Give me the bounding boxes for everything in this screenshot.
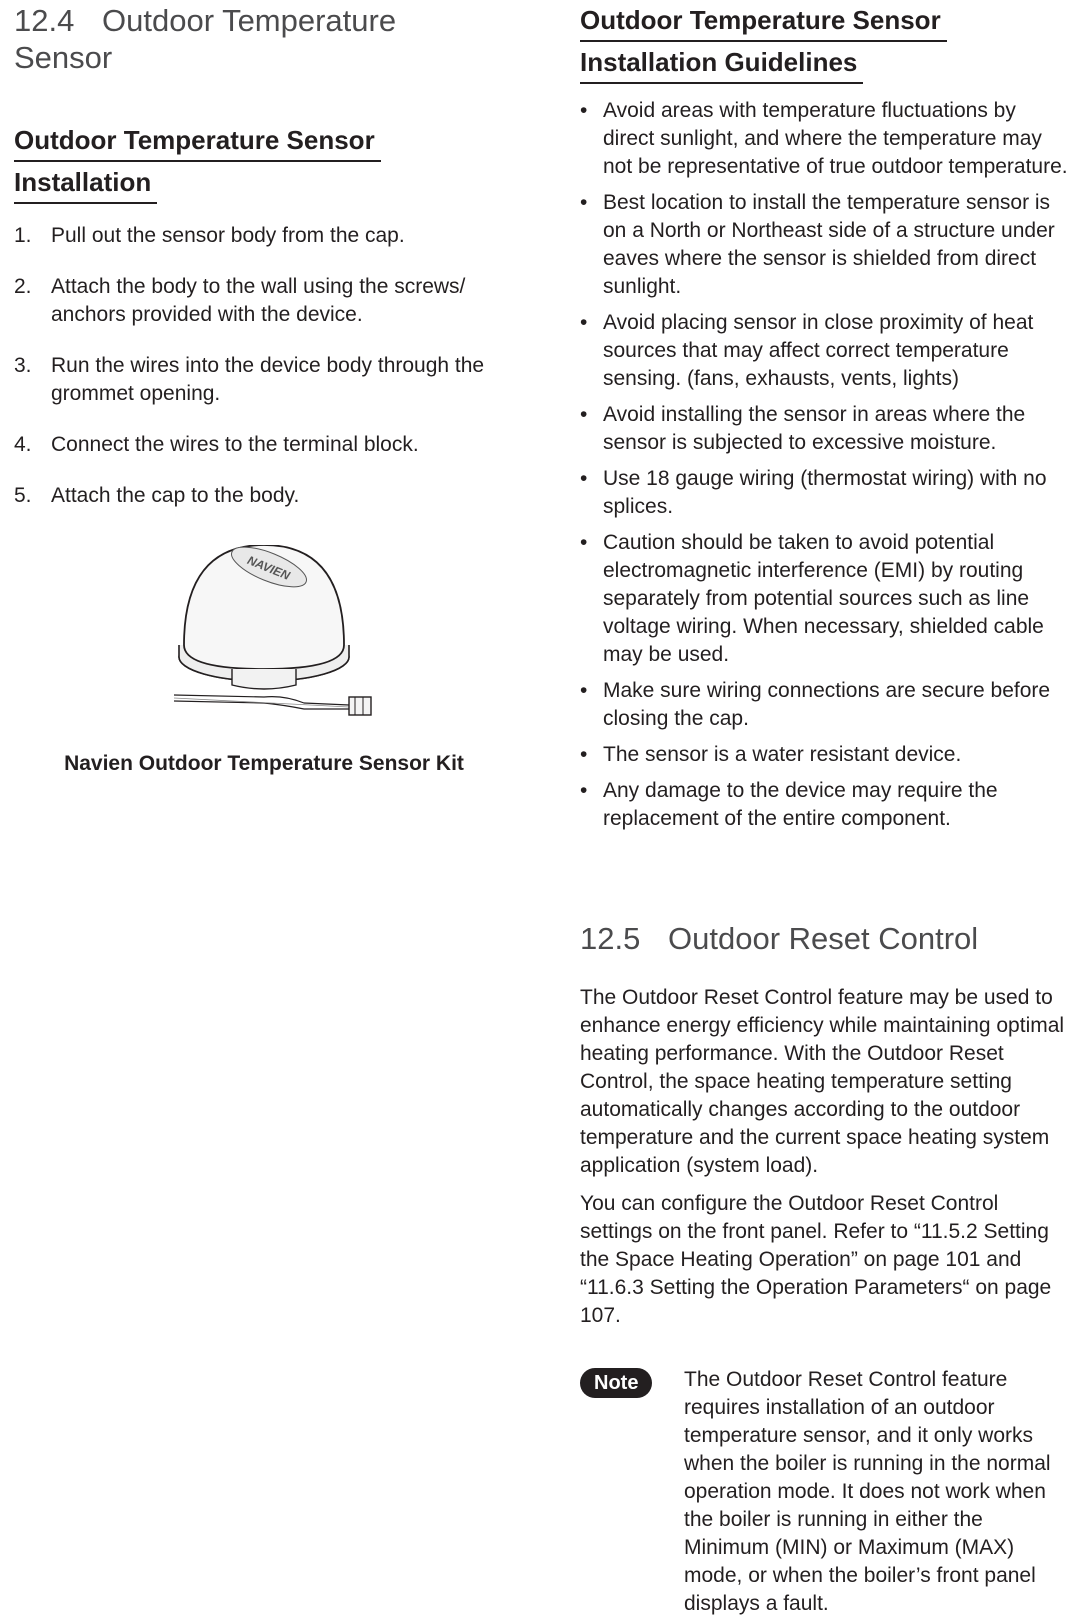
guideline-item xyxy=(580,677,1072,733)
guideline-text: Avoid areas with temperature fluctuations by direct sunlight, and where the temperature may not be representative of true outdoor temperature. xyxy=(603,99,1068,178)
bullet: • xyxy=(580,191,588,214)
guidelines-heading-line2: Installation Guidelines xyxy=(580,42,863,84)
step-item xyxy=(14,273,514,329)
step-item xyxy=(14,431,514,459)
step-item xyxy=(14,222,514,250)
note-text: The Outdoor Reset Control feature requires installation of an outdoor temperature sensor, and it only works when the boiler is running in the normal operation mode. It does not work when the boiler is running in either the Minimum (MIN) or Maximum (MAX) mode, or when the boiler’s front panel displays a fault. xyxy=(684,1368,1051,1615)
section-number: 12.4 xyxy=(14,3,75,38)
navien-logo: NAVIEN xyxy=(245,553,292,583)
step-text: Run the wires into the device body through the grommet opening. xyxy=(51,354,485,405)
guidelines-heading-line1: Outdoor Temperature Sensor xyxy=(580,0,947,42)
note-badge: Note xyxy=(580,1368,652,1398)
guideline-text: The sensor is a water resistant device. xyxy=(603,743,962,766)
section-title-line1: Outdoor Temperature xyxy=(102,3,397,38)
step-text: Connect the wires to the terminal block. xyxy=(51,433,419,456)
install-heading-line2: Installation xyxy=(14,162,157,204)
bullet: • xyxy=(580,311,588,334)
section-title-line2: Sensor xyxy=(14,40,113,75)
step-text: Attach the cap to the body. xyxy=(51,484,300,507)
guideline-item xyxy=(580,465,1072,521)
bullet: • xyxy=(580,679,588,702)
guideline-text: Avoid placing sensor in close proximity of heat sources that may affect correct temperature sensing. (fans, exhausts, vents, lights) xyxy=(603,311,1034,390)
paragraph-1: The Outdoor Reset Control feature may be used to enhance energy efficiency while maintaining optimal heating performance. With the Outdoor Reset Control, the space heating temperature setting automatically changes according to the outdoor temperature and the current space heating system application (system load). xyxy=(580,986,1065,1177)
bullet: • xyxy=(580,531,588,554)
guideline-item xyxy=(580,529,1072,669)
reset-control-body xyxy=(580,984,1072,1340)
guideline-text: Make sure wiring connections are secure before closing the cap. xyxy=(603,679,1051,730)
guideline-item xyxy=(580,741,1072,769)
guideline-item xyxy=(580,97,1072,181)
step-number: 5. xyxy=(14,484,32,507)
section-number: 12.5 xyxy=(580,921,641,956)
bullet: • xyxy=(580,403,588,426)
install-heading xyxy=(14,120,381,204)
guideline-text: Avoid installing the sensor in areas where the sensor is subjected to excessive moisture. xyxy=(603,403,1026,454)
step-number: 3. xyxy=(14,354,32,377)
section-title-12-4 xyxy=(14,2,514,76)
note-block xyxy=(580,1366,1072,1618)
bullet: • xyxy=(580,467,588,490)
step-number: 1. xyxy=(14,224,32,247)
sensor-kit-illustration xyxy=(144,545,384,745)
guideline-item xyxy=(580,189,1072,301)
guideline-text: Caution should be taken to avoid potential electromagnetic interference (EMI) by routing separately from potential sources such as line voltage wiring. When necessary, shielded cable may be used. xyxy=(603,531,1044,666)
guideline-item xyxy=(580,777,1072,833)
figure-caption: Navien Outdoor Temperature Sensor Kit xyxy=(64,752,464,775)
paragraph-2: You can configure the Outdoor Reset Control settings on the front panel. Refer to “11.5.2 Setting the Space Heating Operation” on page 101 and “11.6.3 Setting the Operation Parameters“ on page 107. xyxy=(580,1192,1052,1327)
bullet: • xyxy=(580,99,588,122)
guideline-text: Use 18 gauge wiring (thermostat wiring) with no splices. xyxy=(603,467,1047,518)
bullet: • xyxy=(580,779,588,802)
bullet: • xyxy=(580,743,588,766)
guidelines-list xyxy=(580,97,1072,841)
guideline-item xyxy=(580,401,1072,457)
install-heading-line1: Outdoor Temperature Sensor xyxy=(14,120,381,162)
step-number: 4. xyxy=(14,433,32,456)
guideline-item xyxy=(580,309,1072,393)
section-title-12-5 xyxy=(580,920,1072,957)
step-text: Attach the body to the wall using the screws/ anchors provided with the device. xyxy=(51,275,466,326)
guideline-text: Any damage to the device may require the replacement of the entire component. xyxy=(603,779,998,830)
step-item xyxy=(14,352,514,408)
installation-steps xyxy=(14,222,514,533)
step-text: Pull out the sensor body from the cap. xyxy=(51,224,405,247)
section-title-text: Outdoor Reset Control xyxy=(668,921,979,956)
guideline-text: Best location to install the temperature sensor is on a North or Northeast side of a structure under eaves where the sensor is shielded from direct sunlight. xyxy=(603,191,1055,298)
guidelines-heading xyxy=(580,0,947,84)
step-number: 2. xyxy=(14,275,32,298)
step-item xyxy=(14,482,514,510)
